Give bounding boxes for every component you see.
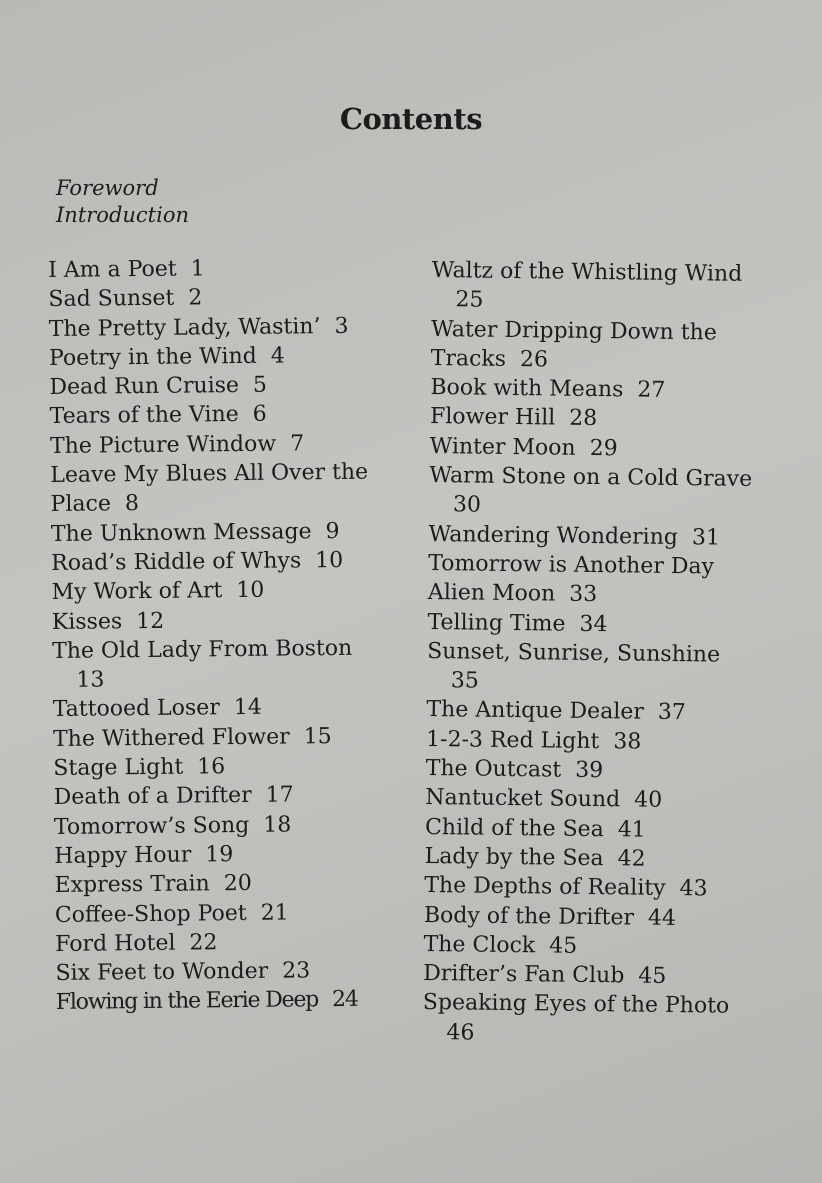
entry-title: Six Feet to Wonder (55, 958, 269, 987)
entry-page: 43 (679, 876, 708, 902)
toc-entry (430, 373, 800, 407)
entry-title: The Withered Flower (52, 724, 290, 752)
toc-entry (48, 252, 428, 285)
front-matter (56, 175, 189, 229)
entry-page: 34 (579, 611, 608, 637)
entry-page: 37 (657, 700, 686, 726)
entry-page: 29 (589, 435, 618, 462)
toc-entry (429, 461, 799, 495)
entry-title: Poetry in the Wind (48, 343, 257, 371)
entry-page: 6 (252, 402, 267, 428)
front-matter-item: Foreword (56, 176, 159, 200)
entry-title: Tears of the Vine (49, 402, 239, 430)
toc-entry (431, 315, 802, 378)
contents-right-column (422, 256, 802, 1051)
toc-entry (429, 432, 799, 466)
toc-entry-page-line (52, 662, 432, 695)
toc-entry (426, 725, 796, 759)
entry-page: 5 (252, 372, 268, 399)
entry-title: The Unknown Message (50, 518, 312, 547)
toc-entry (423, 959, 793, 993)
toc-entry (56, 984, 436, 1017)
entry-title: My Work of Art (51, 578, 223, 606)
toc-entry (48, 281, 428, 314)
entry-page: 20 (223, 871, 252, 897)
entry-page: 23 (282, 958, 311, 984)
entry-page: 24 (331, 987, 358, 1013)
toc-entry (53, 691, 433, 724)
toc-entry-page-line (431, 285, 801, 319)
entry-page: 45 (549, 933, 578, 959)
entry-title: Book with Means (430, 375, 624, 403)
entry-title: Flower Hill (429, 404, 556, 432)
toc-entry (426, 695, 796, 729)
toc-entry (423, 988, 793, 1022)
entry-title: Death of a Drifter (53, 783, 252, 811)
toc-entry (54, 809, 434, 842)
entry-page: 16 (197, 754, 226, 780)
entry-title: Wandering Wondering (428, 521, 679, 550)
toc-entry (424, 900, 794, 934)
entry-page: 38 (613, 729, 642, 755)
toc-entry (423, 930, 793, 964)
entry-page: 22 (189, 930, 218, 956)
entry-page: 33 (569, 581, 598, 608)
entry-title: The Pretty Lady, Wastin’ (48, 313, 321, 342)
toc-entry (426, 754, 796, 788)
toc-entry (50, 398, 430, 431)
entry-page: 9 (325, 518, 340, 544)
toc-entry (428, 549, 798, 583)
entry-title: Tomorrow is Another Day (428, 550, 715, 580)
entry-title: Alien Moon (427, 580, 556, 607)
entry-title: Tomorrow’s Song (53, 812, 250, 840)
page-title: Contents (339, 102, 483, 136)
entry-page: 40 (634, 787, 663, 814)
toc-entry (50, 428, 430, 461)
toc-entry (427, 608, 797, 642)
entry-title: Leave My Blues All Over the Place (50, 459, 369, 518)
entry-page: 12 (136, 608, 165, 634)
toc-entry (51, 545, 431, 578)
contents-left-column (48, 252, 436, 1018)
toc-entry (49, 340, 429, 373)
entry-title: The Picture Window (49, 431, 277, 459)
entry-page: 46 (446, 1019, 475, 1046)
entry-title: Winter Moon (429, 433, 576, 461)
entry-page: 15 (303, 723, 332, 750)
toc-entry (428, 520, 798, 554)
entry-page: 35 (450, 668, 479, 694)
entry-title: Child of the Sea (424, 814, 604, 842)
entry-page: 41 (617, 816, 646, 843)
entry-page: 10 (315, 547, 344, 574)
entry-page: 7 (290, 431, 305, 457)
entry-title: 1-2-3 Red Light (425, 726, 600, 754)
entry-title: Body of the Drifter (423, 902, 635, 931)
entry-page: 45 (638, 963, 667, 990)
entry-page: 26 (519, 346, 549, 373)
entry-title: Dead Run Cruise (49, 373, 240, 401)
entry-page: 1 (190, 256, 205, 282)
entry-title: Express Train (54, 871, 210, 899)
entry-page: 42 (617, 846, 646, 872)
toc-entry (55, 955, 435, 988)
entry-title: Speaking Eyes of the Photo (422, 990, 730, 1020)
entry-page: 4 (270, 343, 285, 369)
entry-title: The Outcast (425, 756, 562, 783)
entry-title: I Am a Poet (48, 256, 177, 283)
entry-title: Road’s Riddle of Whys (51, 548, 302, 576)
toc-entry (52, 633, 432, 666)
toc-entry (49, 369, 429, 402)
toc-entry-page-line (422, 1018, 792, 1052)
toc-entry (55, 926, 435, 959)
entry-title: Sunset, Sunrise, Sunshine (427, 638, 721, 668)
toc-entry (54, 779, 434, 812)
entry-page: 31 (691, 524, 721, 551)
toc-entry (432, 256, 802, 290)
entry-title: The Depths of Reality (424, 873, 666, 902)
entry-title: Sad Sunset (48, 285, 175, 313)
toc-entry (425, 813, 795, 847)
toc-entry (50, 457, 431, 520)
toc-entry-page-line (427, 666, 797, 700)
entry-title: Warm Stone on a Cold Grave (429, 463, 753, 493)
toc-entry (51, 516, 431, 549)
toc-entry (424, 871, 794, 905)
entry-title: Ford Hotel (55, 930, 176, 957)
toc-entry (55, 897, 435, 930)
entry-title: Tattooed Loser (52, 695, 220, 723)
toc-entry (52, 604, 432, 637)
entry-page: 39 (575, 757, 604, 784)
toc-entry (425, 783, 795, 817)
entry-title: Waltz of the Whistling Wind (431, 257, 743, 287)
toc-entry (49, 311, 429, 344)
entry-title: Telling Time (427, 609, 566, 637)
front-matter-item: Introduction (56, 203, 189, 227)
entry-title: Nantucket Sound (425, 785, 621, 813)
toc-entry (430, 402, 800, 436)
entry-title: Happy Hour (54, 842, 192, 869)
toc-entry (428, 578, 798, 612)
toc-entry (427, 637, 797, 671)
entry-page: 25 (455, 287, 484, 313)
toc-entry (54, 867, 434, 900)
entry-title: Flowing in the Eerie Deep (55, 987, 319, 1016)
entry-page: 10 (236, 578, 265, 604)
entry-title: Coffee-Shop Poet (54, 900, 247, 928)
entry-page: 17 (265, 782, 294, 809)
entry-page: 28 (569, 406, 598, 432)
entry-title: Lady by the Sea (424, 843, 604, 872)
entry-page: 13 (76, 667, 105, 693)
entry-title: Drifter’s Fan Club (423, 961, 625, 989)
entry-title: The Old Lady From Boston (52, 635, 353, 664)
entry-title: The Antique Dealer (426, 697, 644, 726)
entry-page: 2 (188, 285, 203, 311)
entry-page: 18 (263, 812, 292, 838)
toc-entry (424, 842, 794, 876)
entry-page: 44 (647, 905, 677, 931)
toc-entry-page-line (429, 490, 799, 524)
entry-page: 30 (452, 492, 482, 518)
entry-page: 19 (205, 842, 234, 868)
entry-title: The Clock (423, 931, 536, 959)
entry-page: 8 (124, 491, 140, 517)
toc-entry (54, 838, 434, 871)
entry-page: 14 (233, 695, 262, 721)
entry-page: 27 (637, 377, 666, 404)
toc-entry (53, 721, 433, 754)
entry-title: Kisses (51, 608, 123, 635)
entry-page: 21 (260, 900, 289, 926)
entry-page: 3 (334, 313, 349, 339)
toc-entry (51, 574, 431, 607)
entry-title: Water Dripping Down the Tracks (430, 316, 717, 372)
toc-entry (53, 750, 433, 783)
entry-title: Stage Light (53, 754, 184, 782)
